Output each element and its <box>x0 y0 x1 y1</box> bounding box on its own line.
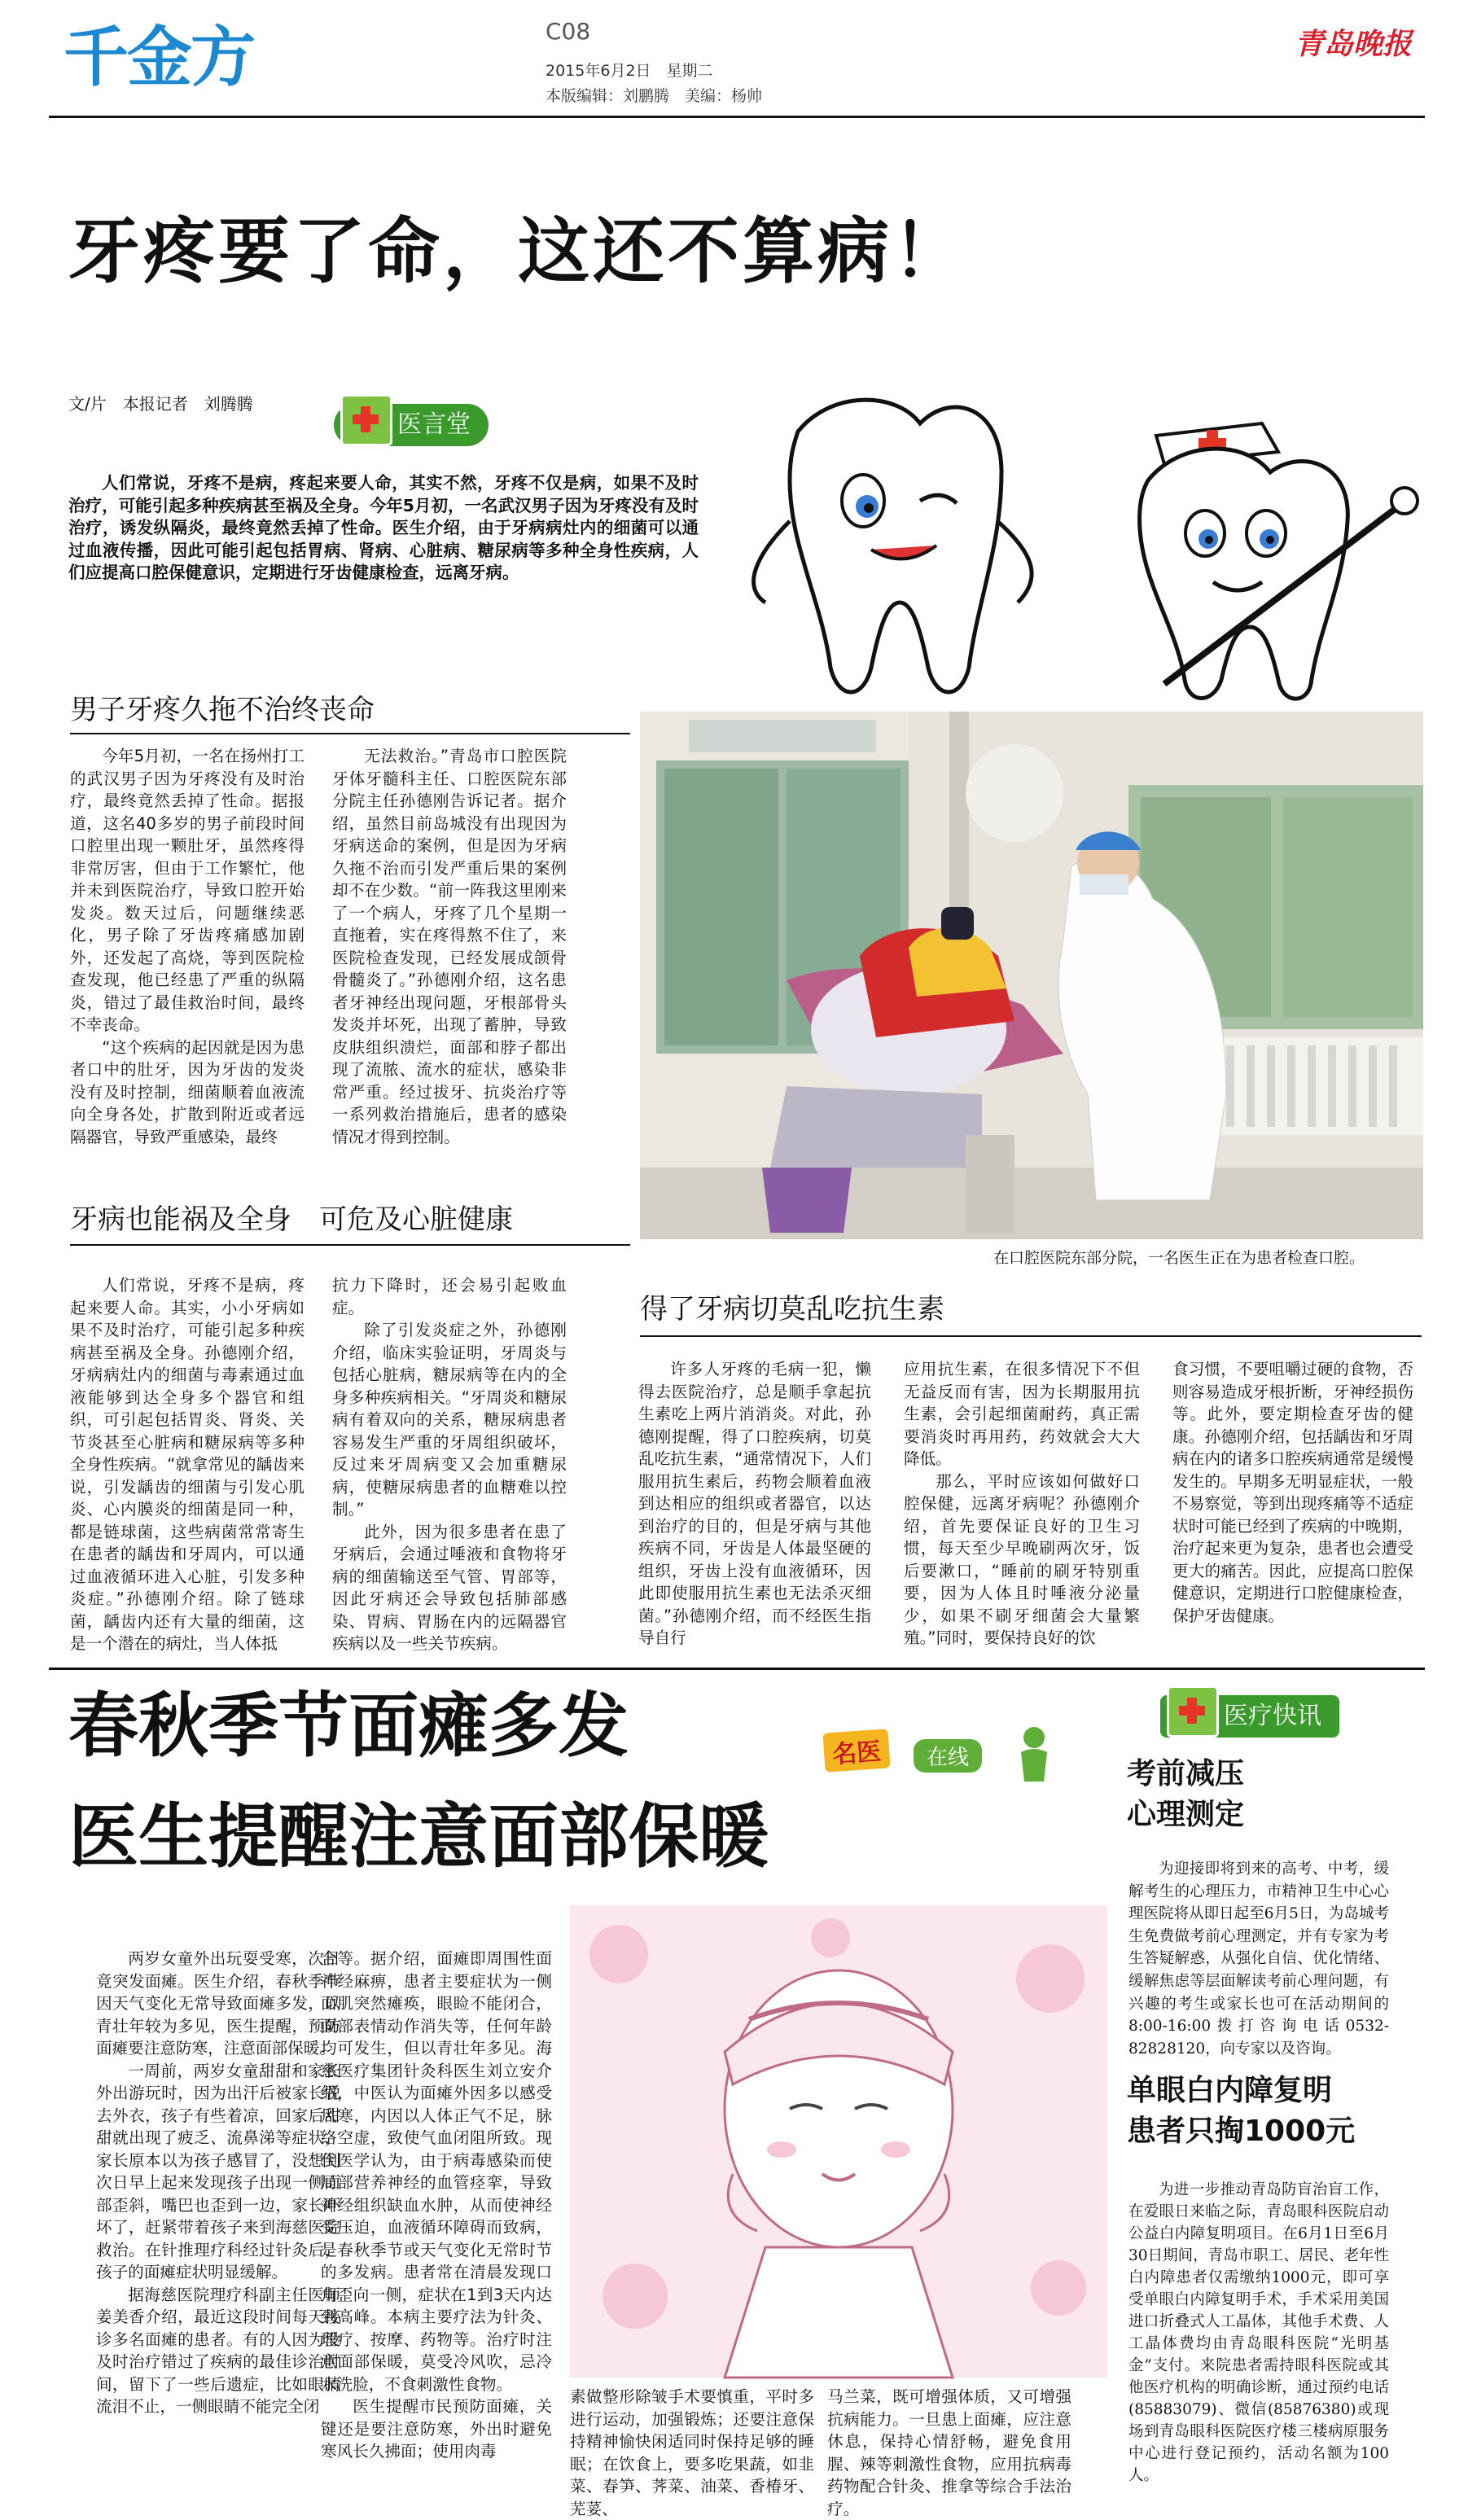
section-title: 千金方 <box>64 20 254 95</box>
s2-b-p2: 除了引发炎症之外，孙德刚介绍，临床实验证明，牙周炎与包括心脏病，糖尿病等在内的全身多种疾病相关。“牙周炎和糖尿病有着双向的关系，糖尿病患者容易发生严重的牙周组织破坏，反过来牙周病变又会加重糖尿病，使糖尿病患者的血糖难以控制。” <box>332 1321 567 1519</box>
a2-column-c <box>570 2386 814 2518</box>
lead-paragraph: 人们常说，牙疼不是病，疼起来要人命，其实不然，牙疼不仅是病，如果不及时治疗，可能引起多种疾病甚至祸及全身。今年5月初，一名武汉男子因为牙疼没有及时治疗，诱发纵隔炎，最终竟然丢掉了性命。医生介绍，由于牙病病灶内的细菌可以通过血液传播，因此可能引起包括胃病、肾病、心脏病、糖尿病等多种全身性疾病，人们应提高口腔保健意识，定期进行牙齿健康检查，远离牙病。 <box>68 473 699 583</box>
thumbs-up-figure-icon <box>1010 1725 1058 1783</box>
news2-headline-line2: 患者只掏1000元 <box>1127 2115 1356 2148</box>
dental-clinic-photo <box>640 712 1423 1239</box>
medical-kit-icon <box>1167 1685 1219 1738</box>
s3-heading: 得了牙病切莫乱吃抗生素 <box>640 1293 944 1326</box>
doctor-tooth-icon <box>1140 423 1418 699</box>
s1-a-p2: “这个疾病的起因就是因为患者口中的肚牙，因为牙齿的发炎没有及时控制，细菌顺着血液流向全身各处，扩散到附近或者远隔器官，导致严重感染，最终 <box>70 1037 305 1146</box>
news1-body <box>1128 1858 1389 2102</box>
a2-a-p2: 一周前，两岁女童甜甜和家长外出游玩时，因为出汗后被家长脱去外衣，孩子有些着凉，回家后甜甜就出现了疲乏、流鼻涕等症状，家长原本以为孩子感冒了，没想到次日早上起来发现孩子出现一侧面部歪斜，嘴巴也歪到一边，家长吓坏了，赶紧带着孩子来到海慈医院救治。在针推理疗科经过针灸后，孩子的面瘫症状明显缓解。 <box>96 2061 340 2281</box>
a2-a-p1: 两岁女童外出玩耍受寒，次日竟突发面瘫。医生介绍，春秋季节因天气变化无常导致面瘫多发，以青壮年较为多见，医生提醒，预防面瘫要注意防寒，注意面部保暖。 <box>96 1949 340 2058</box>
tag-label: 医言堂 <box>397 410 471 439</box>
s3-column-b <box>904 1358 1140 1659</box>
a2-column-a <box>96 1948 340 2505</box>
a2-b-p2: 医生提醒市民预防面瘫，关键还是要注意防寒，外出时避免寒风长久拂面；使用肉毒 <box>321 2397 552 2461</box>
a2-c-p1: 素做整形除皱手术要慎重，平时多进行运动，加强锻炼；还要注意保持精神愉快闲适同时保持足够的睡眠；在饮食上，要多吃果蔬，如韭菜、春笋、荠菜、油菜、香椿牙、芜荽、 <box>570 2387 814 2518</box>
s2-heading: 牙病也能祸及全身 可危及心脏健康 <box>70 1203 513 1236</box>
s2-a-p1: 人们常说，牙疼不是病，疼起来要人命。其实，小小牙病如果不及时治疗，可能引起多种疾病甚至祸及全身。孙德刚介绍，牙病病灶内的细菌与毒素通过血液能够到达全身多个器官和组织，可引起包括胃炎、肾炎、关节炎甚至心脏病和糖尿病等多种全身性疾病。“就拿常见的龋齿来说，引发龋齿的细菌与引发心肌炎、心内膜炎的细菌是同一种，都是链球菌，这些病菌常常寄生在患者的龋齿和牙周内，可以通过血液循环进入心脏，引发多种炎症。”孙德刚介绍。除了链球菌，龋齿内还有大量的细菌，这是一个潜在的病灶，当人体抵 <box>70 1276 305 1653</box>
a2-b-p1: 合等。据介绍，面瘫即周围性面神经麻痹，患者主要症状为一侧面肌突然瘫痪，眼睑不能闭合，面部表情动作消失等，任何年龄均可发生，但以青壮年多见。海慈医疗集团针灸科医生刘立安介绍，中医认为面瘫外因多以感受风寒，内因以人体正气不足，脉络空虚，致使气血闭阻所致。现代医学认为，由于病毒感染而使局部营养神经的血管痉挛，导致神经组织缺血水肿，从而使神经受压迫，血液循环障碍而致病，是春秋季节或天气变化无常时节的多发病。患者常在清晨发现口角歪向一侧，症状在1到3天内达到高峰。本病主要疗法为针灸、理疗、按摩、药物等。治疗时注意面部保暖，莫受冷风吹，忌冷水洗脸，不食刺激性食物。 <box>321 1949 552 2394</box>
s1-column-b <box>332 745 567 1144</box>
s1-a-p1: 今年5月初，一名在扬州打工的武汉男子因为牙疼没有及时治疗，最终竟然丢掉了性命。据报道，这名40多岁的男子前段时间口腔里出现一颗肚牙，虽然疼得非常厉害，但由于工作繁忙，他并未到医院治疗，导致口腔开始发炎。数天过后，问题继续恶化，男子除了牙齿疼痛感加剧外，还发起了高烧，等到医院检查发现，他已经患了严重的纵隔炎，错过了最佳救治时间，最终不幸丧命。 <box>70 747 305 1034</box>
a2-column-b <box>321 1948 552 2505</box>
s1-column-a <box>70 745 305 1144</box>
page-number: C08 <box>546 18 591 45</box>
s1-rule <box>70 733 630 734</box>
issue-date: 2015年6月2日 星期二 <box>546 62 713 80</box>
s2-column-a <box>70 1274 305 1657</box>
s3-b-p1: 应用抗生素，在很多情况下不但无益反而有害，因为长期服用抗生素，会引起细菌耐药，真正需要消炎时再用药，药效就会大大降低。 <box>904 1360 1140 1468</box>
famous-doctor-online-tag <box>814 1725 1058 1783</box>
winking-tooth-icon <box>754 400 1032 692</box>
article1-byline: 文/片 本报记者 刘腾腾 <box>68 394 253 414</box>
s2-b-p3: 此外，因为很多患者在患了牙病后，会通过唾液和食物将牙病的细菌输送至气管、胃部等，因此牙病还会导致包括肺部感染、胃病、胃肠在内的远隔器官疾病以及一些关节疾病。 <box>332 1522 567 1653</box>
tag-part-b: 在线 <box>914 1739 982 1773</box>
masthead-rule <box>49 116 1425 118</box>
news2-paragraph: 为进一步推动青岛防盲治盲工作，在爱眼日来临之际，青岛眼科医院启动公益白内障复明项目。在6月1日至6月30日期间，青岛市职工、居民、老年性白内障患者仅需缴纳1000元，即可享受单眼白内障复明手术，手术采用美国进口折叠式人工晶体，其他手术费、人工晶体费均由青岛眼科医院“光明基金”支付。来院患者需持眼科医院或其他医疗机构的明确诊断，通过预约电话(85883079)、微信(85876380)或现场到青岛眼科医院医疗楼三楼病原服务中心进行登记预约，活动名额为100人。 <box>1128 2181 1389 2484</box>
section-tag-news <box>1160 1695 1339 1738</box>
s2-column-b <box>332 1274 567 1657</box>
article-divider <box>49 1668 1425 1670</box>
tag-part-a: 名医 <box>822 1729 890 1772</box>
s3-column-c <box>1172 1358 1413 1659</box>
news1-headline-line1: 考前减压 <box>1127 1757 1245 1790</box>
newspaper-logo: 青岛晚报 <box>1295 27 1413 61</box>
editor-credits: 本版编辑：刘鹏腾 美编：杨帅 <box>546 87 763 105</box>
a2-a-p3: 据海慈医院理疗科副主任医师姜美香介绍，最近这段时间每天接诊多名面瘫的患者。有的人因为没及时治疗错过了疾病的最佳诊治时间，留下了一些后遗症，比如眼睛流泪不止，一侧眼睛不能完全闭 <box>96 2285 340 2416</box>
article1-lead <box>68 472 699 643</box>
news2-body <box>1128 2179 1389 2501</box>
article2-headline-line1: 春秋季节面瘫多发 <box>68 1685 629 1767</box>
tag-label: 医疗快讯 <box>1224 1702 1321 1730</box>
a2-column-d <box>827 2386 1071 2518</box>
girl-face-care-illustration <box>570 1905 1107 2378</box>
news1-headline-line2: 心理测定 <box>1127 1798 1245 1831</box>
a2-d-p1: 马兰菜，既可增强体质，又可增强抗病能力。一旦患上面瘫，应注意休息，保持心情舒畅，避免食用腥、辣等刺激性食物，应用抗病毒药物配合针灸、推拿等综合手法治疗。 <box>827 2387 1071 2518</box>
news2-headline-line1: 单眼白内障复明 <box>1127 2074 1333 2107</box>
medical-kit-icon <box>340 394 392 446</box>
s1-heading: 男子牙疼久拖不治终丧命 <box>70 694 375 726</box>
s2-rule <box>70 1244 630 1246</box>
article2-headline-line2: 医生提醒注意面部保暖 <box>68 1796 769 1878</box>
section-tag-yiyantang <box>334 404 489 446</box>
s3-rule <box>640 1335 1422 1337</box>
photo-caption: 在口腔医院东部分院，一名医生正在为患者检查口腔。 <box>993 1249 1365 1267</box>
article1-headline: 牙疼要了命，这还不算病！ <box>68 209 968 293</box>
s1-b-p1: 无法救治。”青岛市口腔医院牙体牙髓科主任、口腔医院东部分院主任孙德刚告诉记者。据介绍，虽然目前岛城没有出现因为牙病送命的案例，但是因为牙病久拖不治而引发严重后果的案例却不在少数。“前一阵我这里刚来了一个病人，牙疼了几个星期一直拖着，实在疼得熬不住了，来医院检查发现，已经发展成颌骨骨髓炎了。”孙德刚介绍，这名患者牙神经出现问题，牙根部骨头发炎并坏死，出现了蓄肿，导致皮肤组织溃烂，面部和脖子都出现了流脓、流水的症状，感染非常严重。经过拔牙、抗炎治疗等一系列救治措施后，患者的感染情况才得到控制。 <box>332 747 567 1146</box>
s2-b-p1: 抗力下降时，还会易引起败血症。 <box>332 1276 567 1317</box>
news1-paragraph: 为迎接即将到来的高考、中考，缓解考生的心理压力，市精神卫生中心心理医院将从即日起至6月5日，为岛城考生免费做考前心理测定，并有专家为考生答疑解惑，从强化自信、优化情绪、缓解焦虑等层面解读考前心理问题，有兴趣的考生或家长也可在活动期间的8:00-16:00拨打咨询电话0532-82828120，向专家以及咨询。 <box>1128 1860 1389 2058</box>
s3-a-p1: 许多人牙疼的毛病一犯，懒得去医院治疗，总是顺手拿起抗生素吃上两片消消炎。对此，孙德刚提醒，得了口腔疾病，切莫乱吃抗生素，“通常情况下，人们服用抗生素后，药物会顺着血液到达相应的组织或者器官，以达到治疗的目的，但是牙病与其他疾病不同，牙齿是人体最坚硬的组织，牙齿上没有血液循环，因此即使服用抗生素也无法杀灭细菌。”孙德刚介绍，而不经医生指导自行 <box>638 1360 871 1647</box>
s3-column-a <box>638 1358 871 1659</box>
s3-b-p2: 那么，平时应该如何做好口腔保健，远离牙病呢？孙德刚介绍，首先要保证良好的卫生习惯，每天至少早晚刷两次牙，饭后要漱口，“睡前的刷牙特别重要，因为人体且时唾液分泌量少，如果不刷牙细菌会大量繁殖。”同时，要保持良好的饮 <box>904 1471 1140 1647</box>
tooth-cartoon-illustration <box>708 358 1425 708</box>
s3-c-p1: 食习惯，不要咀嚼过硬的食物，否则容易造成牙根折断，牙神经损伤等。此外，要定期检查牙齿的健康。孙德刚介绍，包括龋齿和牙周病在内的诸多口腔疾病通常是缓慢发生的。早期多无明显症状，一般不易察觉，等到出现疼痛等不适症状时可能已经到了疾病的中晚期，治疗起来更为复杂，患者也会遭受更大的痛苦。因此，应提高口腔保健意识，定期进行口腔健康检查，保护牙齿健康。 <box>1172 1360 1413 1625</box>
